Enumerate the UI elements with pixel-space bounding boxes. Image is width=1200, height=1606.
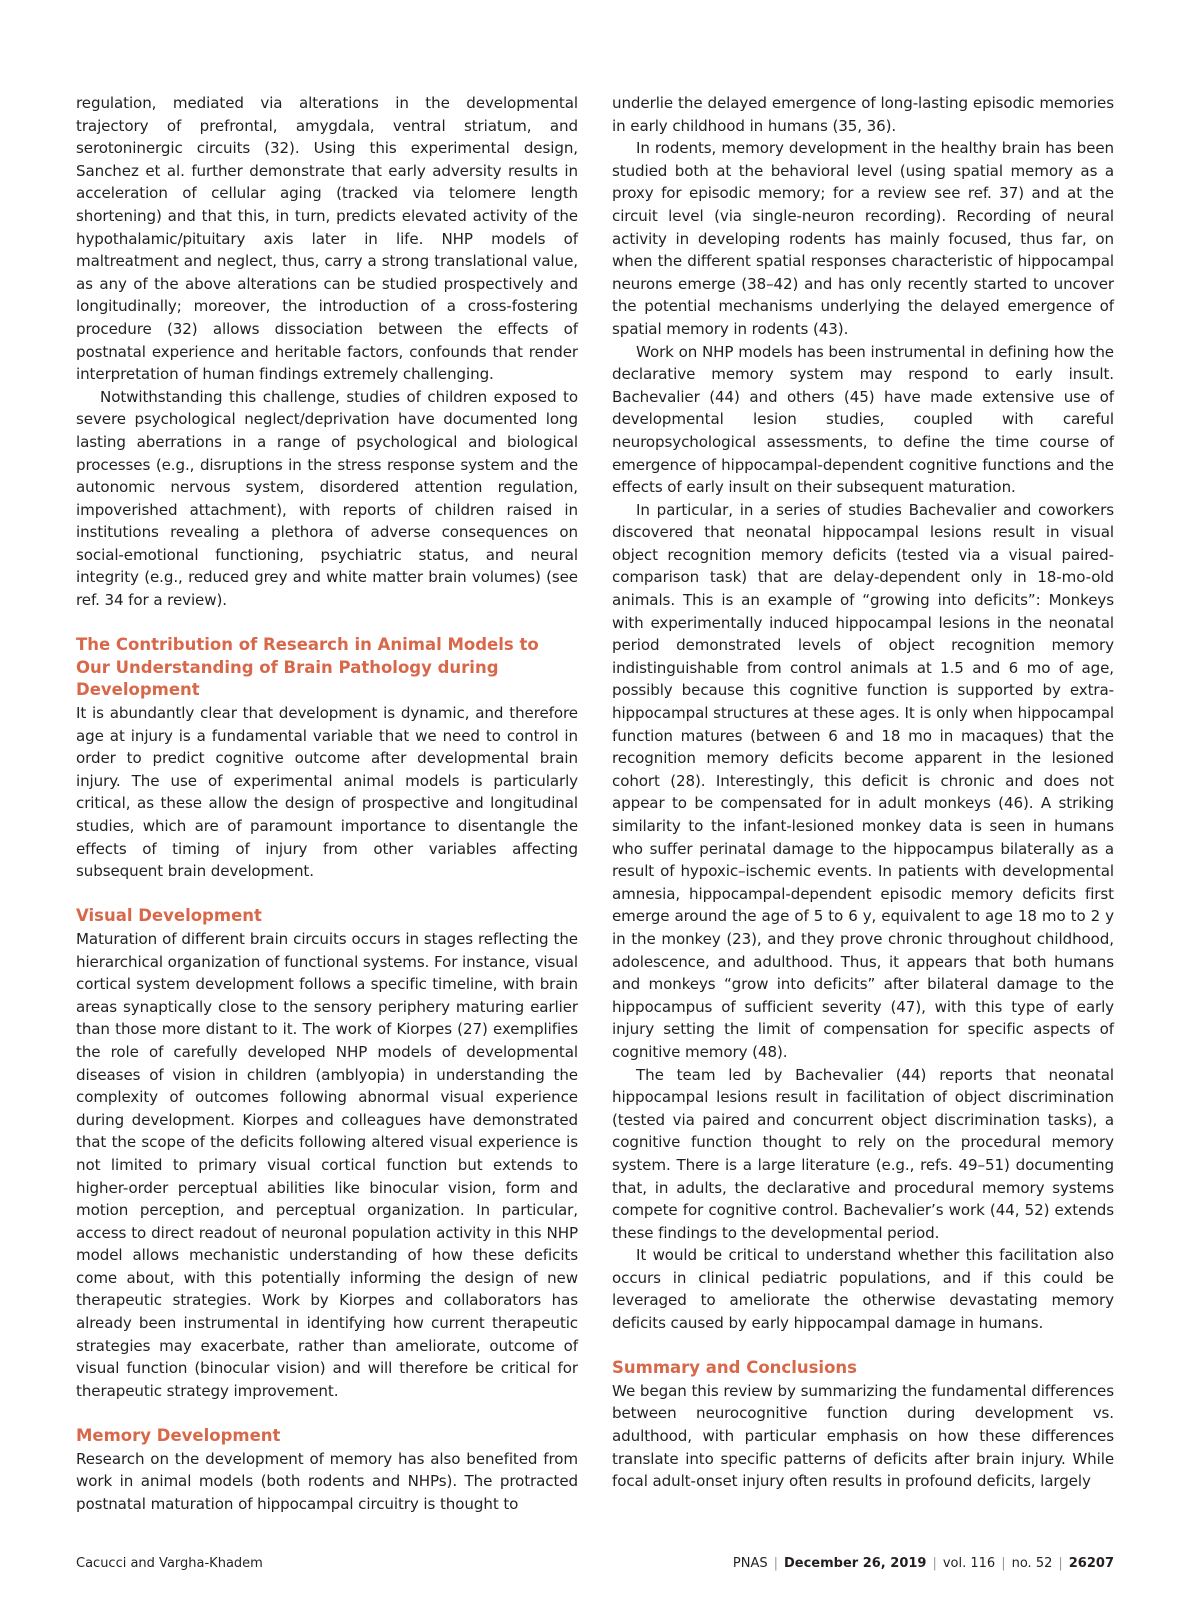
journal-name: PNAS — [732, 1556, 768, 1571]
issue-number: no. 52 — [1011, 1556, 1053, 1571]
body-paragraph: underlie the delayed emergence of long-lasting episodic memories in early childhood in humans (35, 36). — [612, 94, 1114, 135]
body-paragraph: It is abundantly clear that development is dynamic, and therefore age at injury is a fundamental variable that we need to control in order to predict cognitive outcome after developmental brain injury. The use of experimental animal models is particularly critical, as these allow the design of prospective and longitudinal studies, which are of paramount importance to disentangle the effects of timing of injury from other variables affecting subsequent brain development. — [76, 704, 578, 881]
page-number: 26207 — [1068, 1556, 1114, 1571]
body-paragraph: Notwithstanding this challenge, studies of children exposed to severe psychological neglect/deprivation have documented long lasting aberrations in a range of psychological and biological processes (e.g., disruptions in the stress response system and the autonomic nervous system, disordered attention regulation, impoverished attachment), with reports of children raised in institutions revealing a plethora of adverse consequences on social-emotional functioning, psychiatric status, and neural integrity (e.g., reduced grey and white matter brain volumes) (see ref. 34 for a review). — [76, 387, 578, 610]
right-column — [612, 92, 1114, 1493]
body-paragraph: The team led by Bachevalier (44) reports that neonatal hippocampal lesions result in facilitation of object discrimination (tested via paired and concurrent object discrimination tasks), a cognitive function thought to rely on the procedural memory system. There is a large literature (e.g., refs. 49–51) documenting that, in adults, the declarative and procedural memory systems compete for cognitive control. Bachevalier’s work (44, 52) extends these findings to the developmental period. — [612, 1065, 1114, 1242]
footer-authors: Cacucci and Vargha-Khadem — [76, 1556, 263, 1571]
body-paragraph: regulation, mediated via alterations in the developmental trajectory of prefrontal, amygdala, ventral striatum, and serotoninergic circuits (32). Using this experimental design, Sanchez et al. further demonstrate that early adversity results in acceleration of cellular aging (tracked via telomere length shortening) and that this, in turn, predicts elevated activity of the hypothalamic/pituitary axis later in life. NHP models of maltreatment and neglect, thus, carry a strong translational value, as any of the above alterations can be studied prospectively and longitudinally; moreover, the introduction of a cross-fostering procedure (32) allows dissociation between the effects of postnatal experience and heritable factors, confounds that render interpretation of human findings extremely challenging. — [76, 94, 578, 384]
body-paragraph: Maturation of different brain circuits occurs in stages reflecting the hierarchical organization of functional systems. For instance, visual cortical system development follows a specific timeline, with brain areas synaptically close to the sensory periphery maturing earlier than those more distant to it. The work of Kiorpes (27) exemplifies the role of carefully developed NHP models of developmental diseases of vision in children (amblyopia) in understanding the complexity of outcomes following abnormal visual experience during development. Kiorpes and colleagues have demonstrated that the scope of the deficits following altered visual experience is not limited to primary visual cortical function but extends to higher-order perceptual abilities like binocular vision, form and motion perception, and perceptual organization. In particular, access to direct readout of neuronal population activity in this NHP model allows mechanistic understanding of how these deficits come about, with this potentially informing the design of new therapeutic strategies. Work by Kiorpes and collaborators has already been instrumental in identifying how current therapeutic strategies may exacerbate, rather than ameliorate, outcome of visual function (binocular vision) and will therefore be critical for therapeutic strategy improvement. — [76, 929, 578, 1400]
section-heading-summary: Summary and Conclusions — [612, 1358, 857, 1378]
body-paragraph: Research on the development of memory has also benefited from work in animal models (both rodents and NHPs). The protracted postnatal maturation of hippocampal circuitry is thought to — [76, 1449, 578, 1513]
section-heading-animal-models: The Contribution of Research in Animal Models to Our Understanding of Brain Pathology during Development — [76, 635, 539, 700]
footer-separator: | — [932, 1556, 937, 1571]
body-paragraph: Work on NHP models has been instrumental in defining how the declarative memory system may respond to early insult. Bachevalier (44) and others (45) have made extensive use of developmental lesion studies, coupled with careful neuropsychological assessments, to define the time course of emergence of hippocampal-dependent cognitive functions and the effects of early insult on their subsequent maturation. — [612, 342, 1114, 497]
publication-date: December 26, 2019 — [783, 1556, 927, 1571]
footer-separator: | — [1001, 1556, 1006, 1571]
page-footer — [76, 1556, 1114, 1576]
volume-number: vol. 116 — [942, 1556, 996, 1571]
left-column — [76, 92, 578, 1515]
body-paragraph: We began this review by summarizing the fundamental differences between neurocognitive function during development vs. adulthood, with particular emphasis on how these differences translate into specific patterns of deficits after brain injury. While focal adult-onset injury often results in profound deficits, largely — [612, 1381, 1114, 1491]
footer-separator: | — [1058, 1556, 1063, 1571]
body-paragraph: In particular, in a series of studies Bachevalier and coworkers discovered that neonatal hippocampal lesions result in visual object recognition memory deficits (tested via a visual paired-comparison task) that are delay-dependent only in 18-mo-old animals. This is an example of “growing into deficits”: Monkeys with experimentally induced hippocampal lesions in the neonatal period demonstrated levels of object recognition memory indistinguishable from control animals at 1.5 and 6 mo of age, possibly because this cognitive function is supported by extra-hippocampal structures at these ages. It is only when hippocampal function matures (between 6 and 18 mo in macaques) that the recognition memory deficits become apparent in the lesioned cohort (28). Interestingly, this deficit is chronic and does not appear to be compensated for in adult monkeys (46). A striking similarity to the infant-lesioned monkey data is seen in humans who suffer perinatal damage to the hippocampus bilaterally as a result of hypoxic–ischemic events. In patients with developmental amnesia, hippocampal-dependent episodic memory deficits first emerge around the age of 5 to 6 y, equivalent to age 18 mo to 2 y in the monkey (23), and they prove chronic throughout childhood, adolescence, and adulthood. Thus, it appears that both humans and monkeys “grow into deficits” after bilateral damage to the hippocampus of sufficient severity (47), with this type of early injury setting the limit of compensation for specific aspects of cognitive memory (48). — [612, 500, 1114, 1061]
section-heading-visual-development: Visual Development — [76, 906, 262, 926]
section-heading-memory-development: Memory Development — [76, 1426, 281, 1446]
body-paragraph: In rodents, memory development in the healthy brain has been studied both at the behavioral level (using spatial memory as a proxy for episodic memory; for a review see ref. 37) and at the circuit level (via single-neuron recording). Recording of neural activity in developing rodents has mainly focused, thus far, on when the different spatial responses characteristic of hippocampal neurons emerge (38–42) and has only recently started to uncover the potential mechanisms underlying the delayed emergence of spatial memory in rodents (43). — [612, 139, 1114, 338]
footer-separator: | — [773, 1556, 778, 1571]
body-paragraph: It would be critical to understand whether this facilitation also occurs in clinical pediatric populations, and if this could be leveraged to ameliorate the otherwise devastating memory deficits caused by early hippocampal damage in humans. — [612, 1246, 1114, 1333]
footer-citation — [733, 1556, 1114, 1571]
